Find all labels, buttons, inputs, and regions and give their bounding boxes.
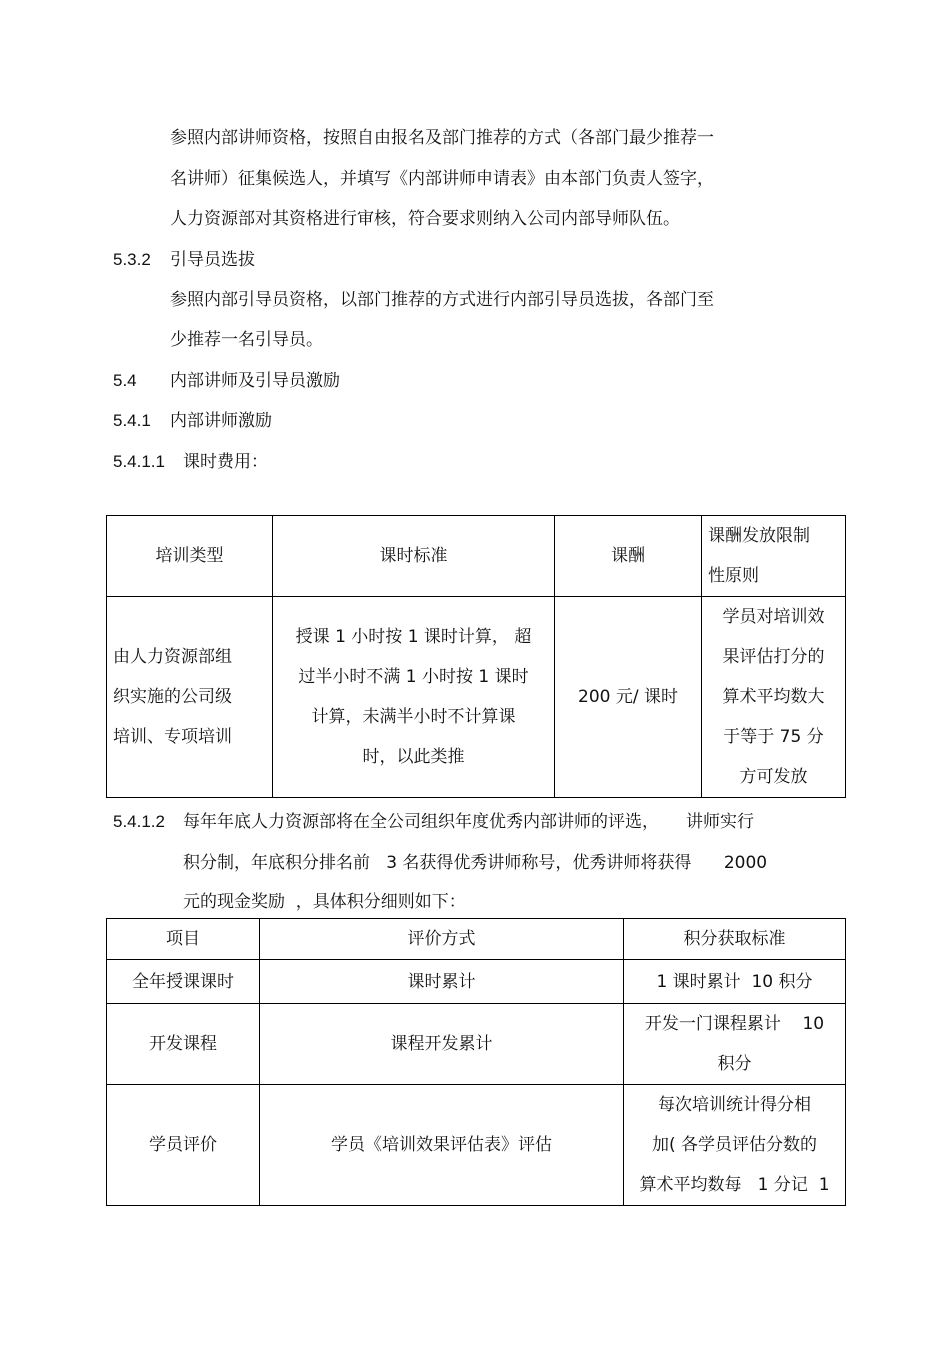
- cell-method: 学员《培训效果评估表》评估: [260, 1085, 624, 1206]
- cell-training-type: [107, 597, 273, 798]
- cell-line: 授课 1 小时按 1 课时计算， 超: [295, 627, 532, 647]
- cell-line: 学员对培训效: [722, 607, 825, 627]
- cell-line: 过半小时不满 1 小时按 1 课时: [298, 667, 529, 687]
- header-hour-standard: 课时标准: [273, 516, 555, 597]
- section-number: 5.4.1: [113, 411, 151, 430]
- cell-line: 计算，未满半小时不计算课: [311, 707, 516, 727]
- cell-standard: 1 课时累计 10 积分: [624, 960, 846, 1004]
- cell-method: 课程开发累计: [260, 1004, 624, 1085]
- cell-item: 学员评价: [107, 1085, 260, 1206]
- table-header-row: [107, 919, 846, 960]
- intro-line-3: 人力资源部对其资格进行审核，符合要求则纳入公司内部导师队伍。: [170, 209, 680, 229]
- cell-item: 开发课程: [107, 1004, 260, 1085]
- table-row: [107, 960, 846, 1004]
- cell-line: 算术平均数每 1 分记 1: [639, 1175, 830, 1195]
- cell-line: 培训、专项培训: [113, 727, 232, 747]
- header-rule-line: 性原则: [708, 566, 759, 586]
- cell-method: 课时累计: [260, 960, 624, 1004]
- table-row: [107, 1085, 846, 1206]
- header-rule: [702, 516, 846, 597]
- guide-line-1: 参照内部引导员资格，以部门推荐的方式进行内部引导员选拔，各部门至: [170, 290, 714, 310]
- cell-line: 每次培训统计得分相: [658, 1095, 811, 1115]
- fee-table: [106, 515, 846, 798]
- section-number: 5.3.2: [113, 250, 151, 269]
- cell-line: 积分: [717, 1054, 752, 1074]
- table-header-row: [107, 516, 846, 597]
- award-line-3: 元的现金奖励 ，具体积分细则如下：: [183, 892, 466, 912]
- intro-line-1: 参照内部讲师资格，按照自由报名及部门推荐的方式（各部门最少推荐一: [170, 128, 714, 148]
- cell-pay: 200 元/ 课时: [555, 597, 702, 798]
- table-row: [107, 1004, 846, 1085]
- intro-line-2: 名讲师）征集候选人，并填写《内部讲师申请表》由本部门负责人签字，: [170, 169, 714, 189]
- guide-line-2: 少推荐一名引导员。: [170, 330, 323, 350]
- cell-line: 于等于 75 分: [723, 727, 824, 747]
- cell-hour-standard: [273, 597, 555, 798]
- cell-line: 由人力资源部组: [113, 647, 232, 667]
- award-line-2: 积分制，年底积分排名前 3 名获得优秀讲师称号，优秀讲师将获得 2000: [183, 853, 768, 873]
- section-number: 5.4.1.1: [113, 452, 165, 471]
- header-method: 评价方式: [260, 919, 624, 960]
- section-title: 内部讲师激励: [170, 411, 272, 431]
- cell-line: 果评估打分的: [722, 647, 825, 667]
- header-training-type: 培训类型: [107, 516, 273, 597]
- header-pay: 课酬: [555, 516, 702, 597]
- table-row: [107, 597, 846, 798]
- cell-line: 开发一门课程累计 10: [644, 1014, 825, 1034]
- points-table: [106, 918, 846, 1206]
- cell-standard: [624, 1085, 846, 1206]
- section-number: 5.4: [113, 371, 137, 390]
- section-title: 内部讲师及引导员激励: [170, 371, 340, 391]
- header-rule-line: 课酬发放限制: [708, 526, 810, 546]
- cell-line: 算术平均数大: [722, 687, 825, 707]
- section-title: 课时费用：: [183, 452, 268, 472]
- cell-item: 全年授课课时: [107, 960, 260, 1004]
- section-title: 引导员选拔: [170, 250, 255, 270]
- award-line-1: 每年年底人力资源部将在全公司组织年度优秀内部讲师的评选， 讲师实行: [183, 812, 755, 832]
- cell-line: 时，以此类推: [362, 747, 465, 767]
- cell-line: 方可发放: [739, 767, 808, 787]
- header-item: 项目: [107, 919, 260, 960]
- cell-rule: [702, 597, 846, 798]
- header-standard: 积分获取标准: [624, 919, 846, 960]
- cell-line: 加( 各学员评估分数的: [651, 1135, 818, 1155]
- cell-standard: [624, 1004, 846, 1085]
- cell-line: 织实施的公司级: [113, 687, 232, 707]
- section-number: 5.4.1.2: [113, 812, 165, 831]
